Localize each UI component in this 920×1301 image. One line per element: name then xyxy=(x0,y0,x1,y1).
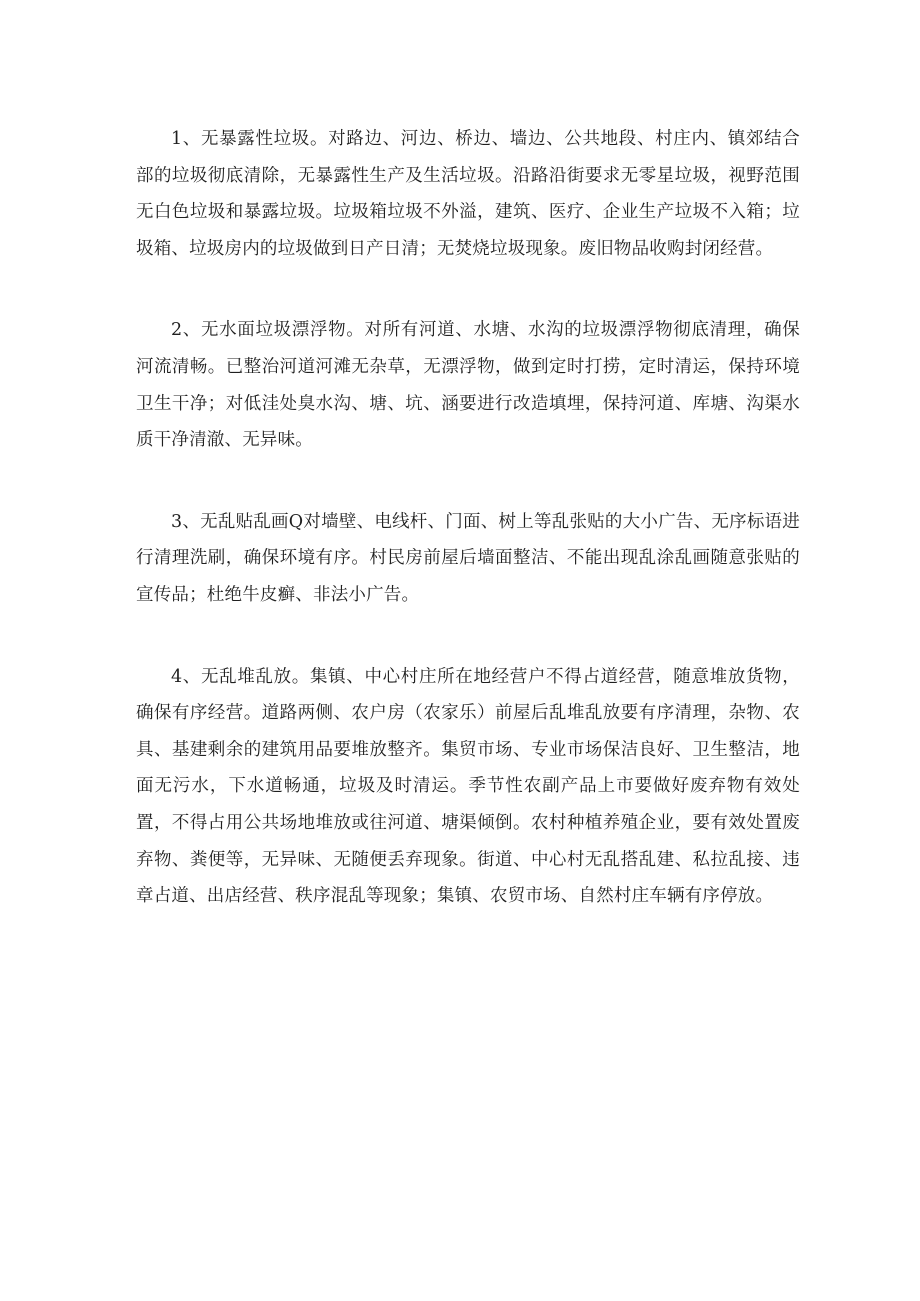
paragraph-2: 2、无水面垃圾漂浮物。对所有河道、水塘、水沟的垃圾漂浮物彻底清理，确保河流清畅。已整治河道河滩无杂草，无漂浮物，做到定时打捞，定时清运，保持环境卫生干净；对低洼处臭水沟、塘、坑、涵要进行改造填埋，保持河道、库塘、沟渠水质干净清澈、无异味。 xyxy=(136,320,800,451)
paragraph-4: 4、无乱堆乱放。集镇、中心村庄所在地经营户不得占道经营，随意堆放货物，确保有序经营。道路两侧、农户房（农家乐）前屋后乱堆乱放要有序清理，杂物、农具、基建剩余的建筑用品要堆放整齐。集贸市场、专业市场保洁良好、卫生整洁，地面无污水，下水道畅通，垃圾及时清运。季节性农副产品上市要做好废弃物有效处置，不得占用公共场地堆放或往河道、塘渠倾倒。农村种植养殖企业，要有效处置废弃物、粪便等，无异味、无随便丢弃现象。街道、中心村无乱搭乱建、私拉乱接、违章占道、出店经营、秩序混乱等现象；集镇、农贸市场、自然村庄车辆有序停放。 xyxy=(136,666,800,907)
paragraph-3: 3、无乱贴乱画Q对墙壁、电线杆、门面、树上等乱张贴的大小广告、无序标语进行清理洗刷，确保环境有序。村民房前屋后墙面整洁、不能出现乱涂乱画随意张贴的宣传品；杜绝牛皮癣、非法小广告。 xyxy=(136,511,800,605)
document-body xyxy=(136,121,800,915)
paragraph-1: 1、无暴露性垃圾。对路边、河边、桥边、墙边、公共地段、村庄内、镇郊结合部的垃圾彻底清除，无暴露性生产及生活垃圾。沿路沿街要求无零星垃圾，视野范围无白色垃圾和暴露垃圾。垃圾箱垃圾不外溢，建筑、医疗、企业生产垃圾不入箱；垃圾箱、垃圾房内的垃圾做到日产日清；无焚烧垃圾现象。废旧物品收购封闭经营。 xyxy=(136,129,800,259)
